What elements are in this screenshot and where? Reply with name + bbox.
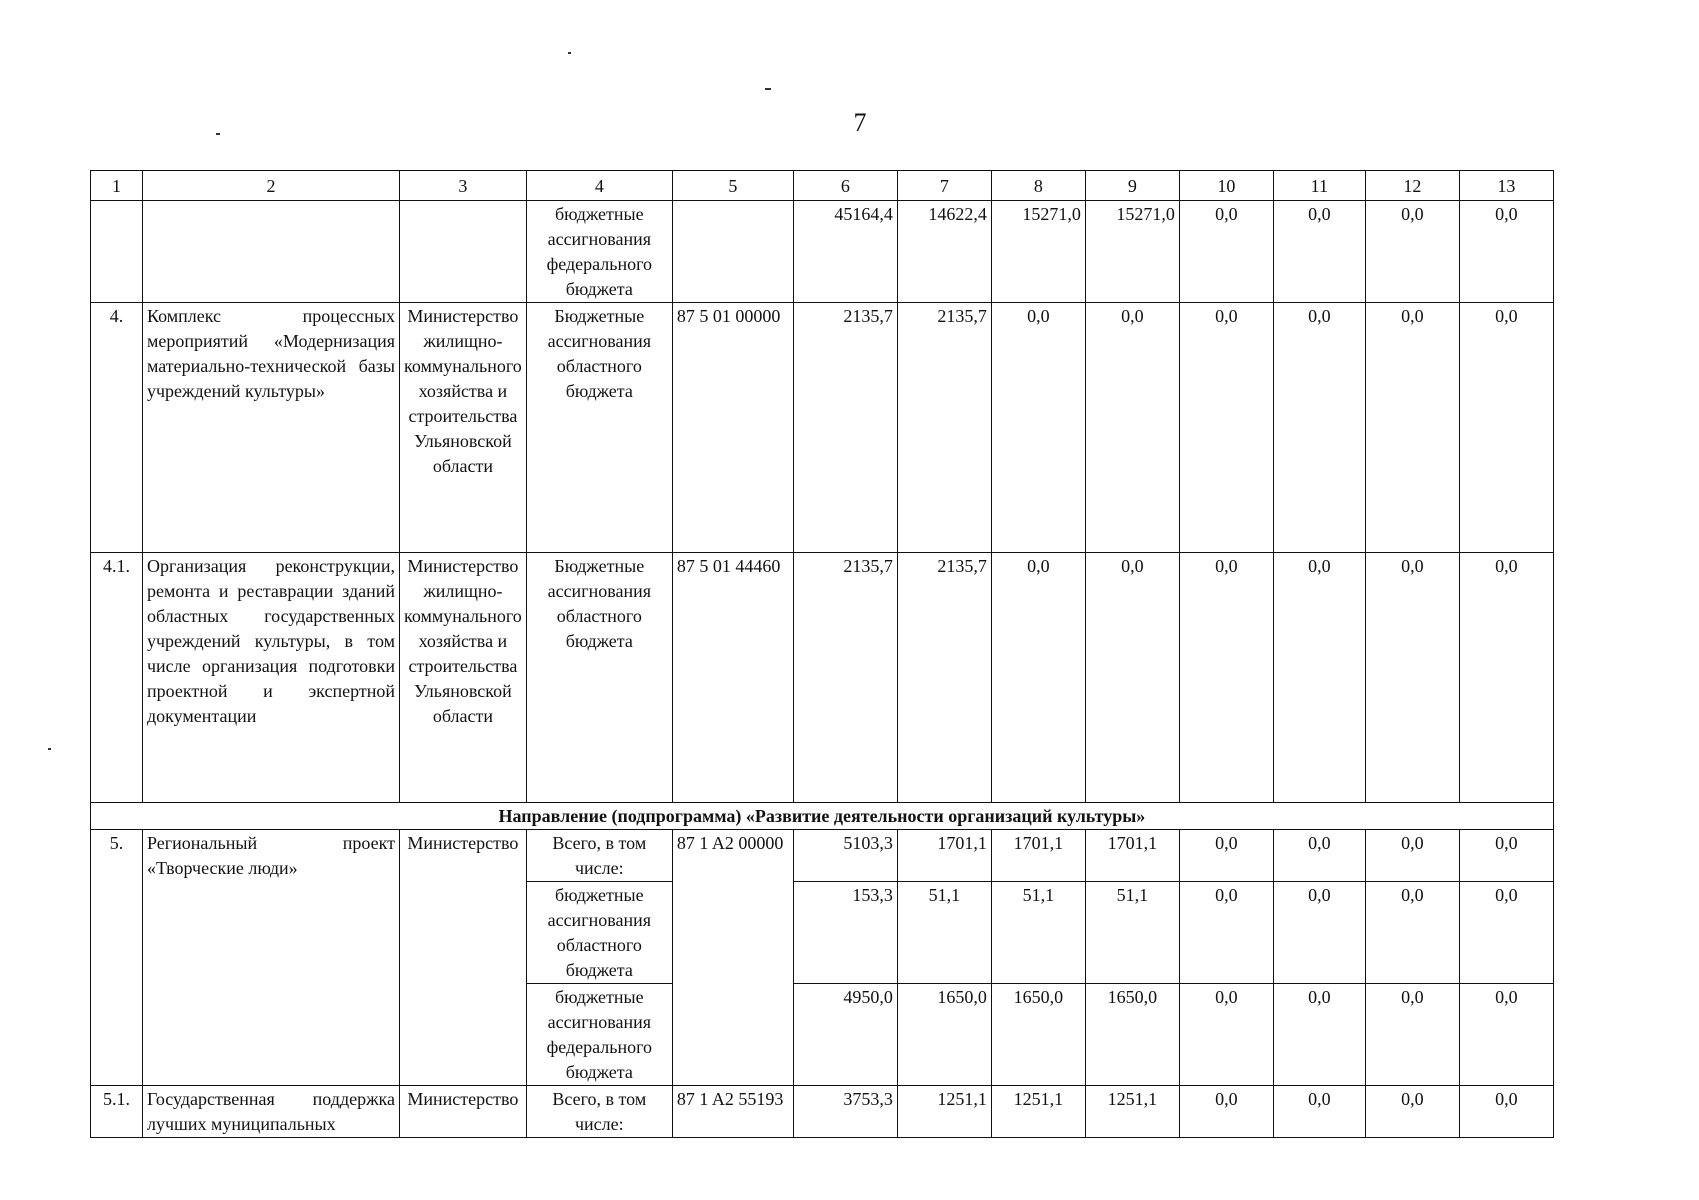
funding-source-cell: Бюджетные ассигнования областного бюджета bbox=[526, 553, 672, 803]
value-cell: 0,0 bbox=[1365, 1086, 1459, 1138]
funding-source-cell: бюджетные ассигнования федерального бюджета bbox=[526, 984, 672, 1086]
measure-name-cell: Комплекс процессных мероприятий «Модернизация материально-технической базы учреждений культуры» bbox=[143, 303, 400, 553]
value-cell: 1650,0 bbox=[897, 984, 991, 1086]
value-cell: 0,0 bbox=[1459, 201, 1553, 303]
value-cell: 1650,0 bbox=[1085, 984, 1179, 1086]
value-cell: 0,0 bbox=[1459, 882, 1553, 984]
value-cell: 0,0 bbox=[1273, 201, 1365, 303]
value-cell: 0,0 bbox=[1179, 882, 1273, 984]
row-number-cell: 4. bbox=[91, 303, 143, 553]
column-number: 9 bbox=[1085, 171, 1179, 201]
table-row bbox=[91, 830, 1554, 882]
value-cell: 0,0 bbox=[1459, 303, 1553, 553]
budget-table bbox=[90, 170, 1554, 1138]
executor-cell: Министерство жилищно-коммунального хозяйства и строительства Ульяновской области bbox=[400, 303, 527, 553]
value-cell: 2135,7 bbox=[793, 553, 897, 803]
table-row bbox=[91, 1086, 1554, 1138]
value-cell: 5103,3 bbox=[793, 830, 897, 882]
value-cell: 2135,7 bbox=[897, 553, 991, 803]
page-number: 7 bbox=[853, 108, 867, 137]
executor-cell: Министерство жилищно-коммунального хозяйства и строительства Ульяновской области bbox=[400, 553, 527, 803]
value-cell: 0,0 bbox=[1273, 830, 1365, 882]
value-cell: 51,1 bbox=[1085, 882, 1179, 984]
budget-code-cell: 87 1 A2 00000 bbox=[672, 830, 793, 1086]
column-number: 6 bbox=[793, 171, 897, 201]
column-number: 4 bbox=[526, 171, 672, 201]
section-title: Направление (подпрограмма) «Развитие деятельности организаций культуры» bbox=[91, 803, 1554, 830]
row-number-cell: 5. bbox=[91, 830, 143, 1086]
budget-code-cell bbox=[672, 201, 793, 303]
column-number: 3 bbox=[400, 171, 527, 201]
measure-name-cell bbox=[143, 201, 400, 303]
column-number: 1 bbox=[91, 171, 143, 201]
row-number-cell bbox=[91, 201, 143, 303]
value-cell: 2135,7 bbox=[793, 303, 897, 553]
value-cell: 0,0 bbox=[991, 553, 1085, 803]
scan-speck bbox=[216, 133, 220, 135]
value-cell: 0,0 bbox=[1365, 303, 1459, 553]
section-header-row bbox=[91, 803, 1554, 830]
scan-speck bbox=[48, 748, 51, 750]
value-cell: 4950,0 bbox=[793, 984, 897, 1086]
budget-code-cell: 87 5 01 44460 bbox=[672, 553, 793, 803]
value-cell: 0,0 bbox=[1179, 830, 1273, 882]
funding-source-cell: Всего, в том числе: bbox=[526, 830, 672, 882]
value-cell: 1650,0 bbox=[991, 984, 1085, 1086]
executor-cell bbox=[400, 201, 527, 303]
value-cell: 0,0 bbox=[1459, 553, 1553, 803]
value-cell: 0,0 bbox=[1459, 830, 1553, 882]
column-number: 10 bbox=[1179, 171, 1273, 201]
value-cell: 0,0 bbox=[1085, 553, 1179, 803]
column-number: 8 bbox=[991, 171, 1085, 201]
value-cell: 0,0 bbox=[1459, 984, 1553, 1086]
value-cell: 1251,1 bbox=[897, 1086, 991, 1138]
scan-speck bbox=[568, 52, 571, 54]
value-cell: 0,0 bbox=[1365, 984, 1459, 1086]
column-number: 12 bbox=[1365, 171, 1459, 201]
value-cell: 0,0 bbox=[1365, 830, 1459, 882]
value-cell: 0,0 bbox=[1179, 553, 1273, 803]
column-number: 5 bbox=[672, 171, 793, 201]
funding-source-cell: Бюджетные ассигнования областного бюджета bbox=[526, 303, 672, 553]
row-number-cell: 5.1. bbox=[91, 1086, 143, 1138]
value-cell: 0,0 bbox=[1365, 882, 1459, 984]
table-row bbox=[91, 553, 1554, 803]
value-cell: 0,0 bbox=[1365, 553, 1459, 803]
value-cell: 1701,1 bbox=[1085, 830, 1179, 882]
budget-code-cell: 87 5 01 00000 bbox=[672, 303, 793, 553]
column-number-header-row bbox=[91, 171, 1554, 201]
value-cell: 0,0 bbox=[1179, 303, 1273, 553]
value-cell: 0,0 bbox=[1085, 303, 1179, 553]
measure-name-cell: Государственная поддержка лучших муниципальных bbox=[143, 1086, 400, 1138]
table-row bbox=[91, 201, 1554, 303]
row-number-cell: 4.1. bbox=[91, 553, 143, 803]
budget-code-cell: 87 1 A2 55193 bbox=[672, 1086, 793, 1138]
value-cell: 15271,0 bbox=[991, 201, 1085, 303]
column-number: 7 bbox=[897, 171, 991, 201]
measure-name-cell: Региональный проект «Творческие люди» bbox=[143, 830, 400, 1086]
value-cell: 15271,0 bbox=[1085, 201, 1179, 303]
value-cell: 0,0 bbox=[1365, 201, 1459, 303]
executor-cell: Министерство bbox=[400, 1086, 527, 1138]
value-cell: 0,0 bbox=[1273, 553, 1365, 803]
value-cell: 0,0 bbox=[1273, 882, 1365, 984]
funding-source-cell: Всего, в том числе: bbox=[526, 1086, 672, 1138]
value-cell: 0,0 bbox=[991, 303, 1085, 553]
value-cell: 1251,1 bbox=[991, 1086, 1085, 1138]
column-number: 11 bbox=[1273, 171, 1365, 201]
funding-source-cell: бюджетные ассигнования областного бюджета bbox=[526, 882, 672, 984]
value-cell: 45164,4 bbox=[793, 201, 897, 303]
value-cell: 0,0 bbox=[1179, 984, 1273, 1086]
executor-cell: Министерство bbox=[400, 830, 527, 1086]
table-row bbox=[91, 303, 1554, 553]
value-cell: 0,0 bbox=[1179, 1086, 1273, 1138]
value-cell: 2135,7 bbox=[897, 303, 991, 553]
value-cell: 14622,4 bbox=[897, 201, 991, 303]
column-number: 13 bbox=[1459, 171, 1553, 201]
value-cell: 153,3 bbox=[793, 882, 897, 984]
scan-speck bbox=[765, 88, 771, 90]
value-cell: 1701,1 bbox=[897, 830, 991, 882]
value-cell: 1701,1 bbox=[991, 830, 1085, 882]
column-number: 2 bbox=[143, 171, 400, 201]
value-cell: 0,0 bbox=[1273, 303, 1365, 553]
funding-source-cell: бюджетные ассигнования федерального бюджета bbox=[526, 201, 672, 303]
value-cell: 0,0 bbox=[1273, 1086, 1365, 1138]
value-cell: 0,0 bbox=[1179, 201, 1273, 303]
value-cell: 0,0 bbox=[1273, 984, 1365, 1086]
value-cell: 51,1 bbox=[991, 882, 1085, 984]
value-cell: 1251,1 bbox=[1085, 1086, 1179, 1138]
value-cell: 51,1 bbox=[897, 882, 991, 984]
value-cell: 3753,3 bbox=[793, 1086, 897, 1138]
measure-name-cell: Организация реконструкции, ремонта и реставрации зданий областных государственных учреждений культуры, в том числе организация подготовки проектной и экспертной документации bbox=[143, 553, 400, 803]
value-cell: 0,0 bbox=[1459, 1086, 1553, 1138]
